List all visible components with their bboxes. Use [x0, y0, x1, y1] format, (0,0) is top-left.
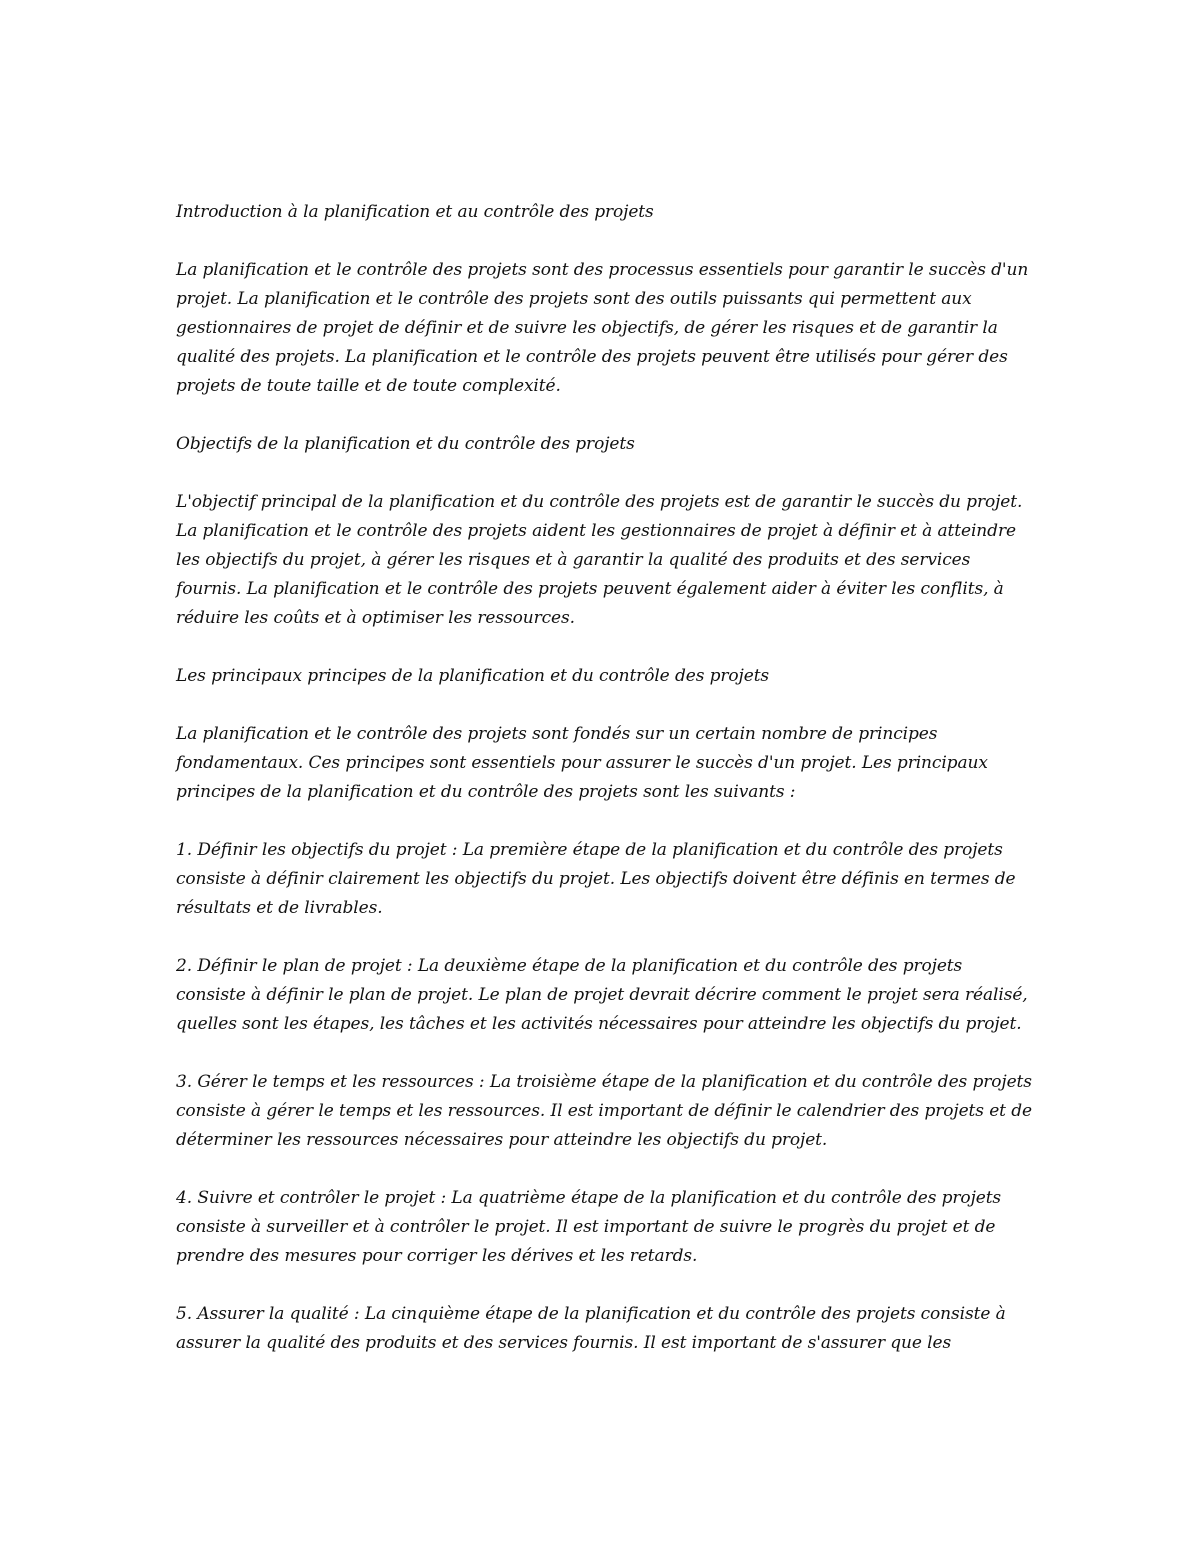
- list-item-principle-1: 1. Définir les objectifs du projet : La première étape de la planification et du contrôle des projets consiste à définir clairement les objectifs du projet. Les objectifs doivent être définis en termes de résultats et de livrables.: [176, 840, 1016, 918]
- paragraph-principes: La planification et le contrôle des projets sont fondés sur un certain nombre de principes fondamentaux. Ces principes sont essentiels pour assurer le succès d'un projet. Les principaux principes de la planification et du contrôle des projets sont les suivants :: [176, 724, 988, 802]
- list-item-principle-5: 5. Assurer la qualité : La cinquième étape de la planification et du contrôle des projets consiste à assurer la qualité des produits et des services fournis. Il est important de s'assurer que les: [176, 1304, 1006, 1353]
- section-heading-objectifs: Objectifs de la planification et du contrôle des projets: [176, 434, 635, 454]
- list-item-principle-4: 4. Suivre et contrôler le projet : La quatrième étape de la planification et du contrôle des projets consiste à surveiller et à contrôler le projet. Il est important de suivre le progrès du projet et de prendre des mesures pour corriger les dérives et les retards.: [176, 1188, 1002, 1266]
- list-item-principle-2: 2. Définir le plan de projet : La deuxième étape de la planification et du contrôle des projets consiste à définir le plan de projet. Le plan de projet devrait décrire comment le projet sera réalisé, quelles sont les étapes, les tâches et les activités nécessaires pour atteindre les objectifs du projet.: [176, 956, 1028, 1034]
- document-body: [176, 198, 1036, 1387]
- paragraph-introduction: La planification et le contrôle des projets sont des processus essentiels pour garantir le succès d'un projet. La planification et le contrôle des projets sont des outils puissants qui permettent aux gestionnaires de projet de définir et de suivre les objectifs, de gérer les risques et de garantir la qualité des projets. La planification et le contrôle des projets peuvent être utilisés pour gérer des projets de toute taille et de toute complexité.: [176, 260, 1029, 396]
- section-heading-principes: Les principaux principes de la planification et du contrôle des projets: [176, 666, 770, 686]
- list-item-principle-3: 3. Gérer le temps et les ressources : La troisième étape de la planification et du contrôle des projets consiste à gérer le temps et les ressources. Il est important de définir le calendrier des projets et de déterminer les ressources nécessaires pour atteindre les objectifs du projet.: [176, 1072, 1032, 1150]
- paragraph-objectifs: L'objectif principal de la planification et du contrôle des projets est de garantir le succès du projet. La planification et le contrôle des projets aident les gestionnaires de projet à définir et à atteindre les objectifs du projet, à gérer les risques et à garantir la qualité des produits et des services fournis. La planification et le contrôle des projets peuvent également aider à éviter les conflits, à réduire les coûts et à optimiser les ressources.: [176, 492, 1023, 628]
- section-heading-introduction: Introduction à la planification et au contrôle des projets: [176, 202, 654, 222]
